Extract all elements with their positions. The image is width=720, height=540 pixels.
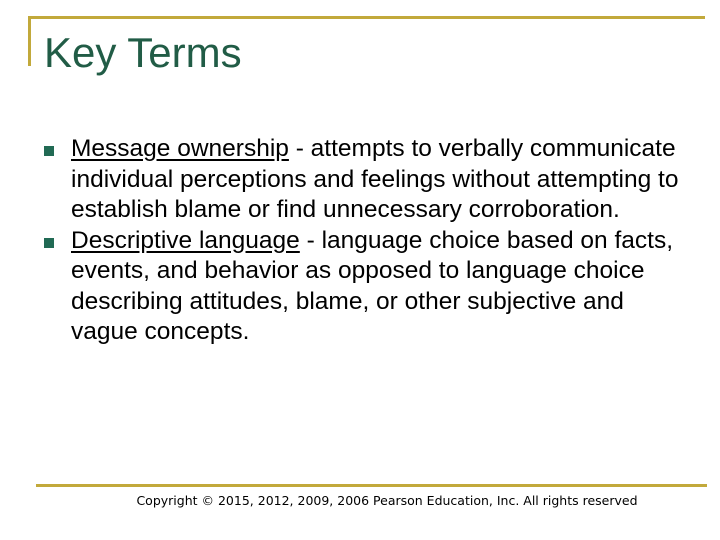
term-descriptive-language: Descriptive language [71,226,300,254]
frame-left-line [28,16,31,66]
term-message-ownership: Message ownership [71,135,289,162]
frame-bottom-line [36,484,707,487]
definition-message-ownership: - attempts to verbally communicate individual perceptions and feelings without attempting to establish blame or find unnecessary corroboration. [71,135,679,223]
slide-title: Key Terms [44,29,242,76]
frame-top-line [28,16,705,19]
square-bullet-icon [44,146,54,156]
square-bullet-icon [44,238,54,248]
bullet-list [44,134,694,348]
bullet-item-descriptive-language [44,226,694,348]
bullet-item-message-ownership [44,134,694,226]
definition-descriptive-language: - language choice based on facts, events, and behavior as opposed to language choice describing attitudes, blame, or other subjective and vague concepts. [71,226,674,345]
copyright-footer: Copyright © 2015, 2012, 2009, 2006 Pearson Education, Inc. All rights reserved [136,493,638,508]
